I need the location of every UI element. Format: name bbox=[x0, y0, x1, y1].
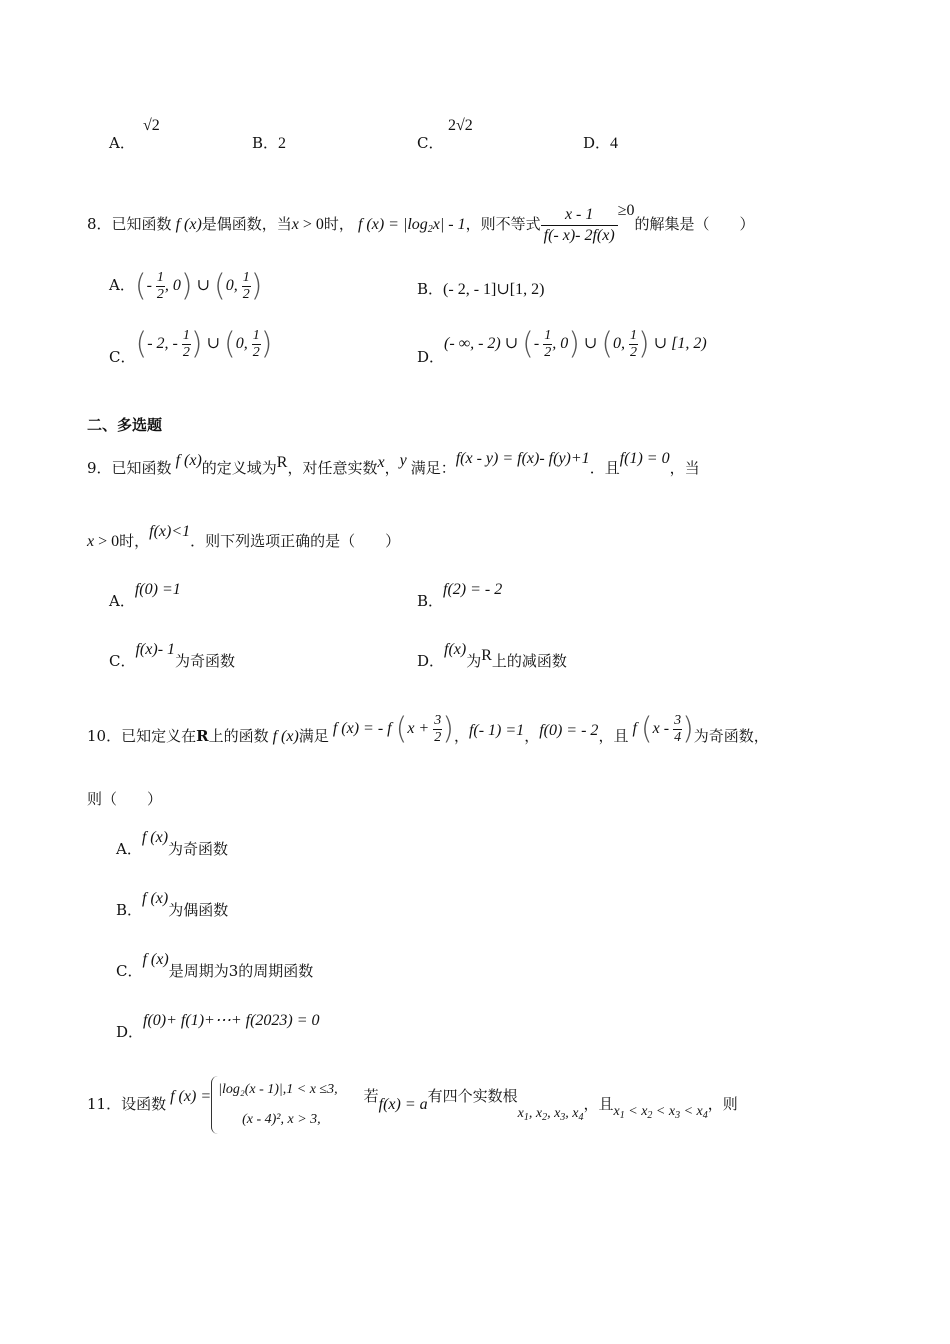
option-label: A． bbox=[116, 840, 142, 858]
stem-text: ，对任意实数 bbox=[287, 459, 378, 477]
section-title: 二、多选题 bbox=[87, 416, 163, 434]
q10-option-c: C．f (x)是周期为3的周期函数 bbox=[116, 951, 314, 980]
option-value: 为奇函数 bbox=[168, 840, 229, 858]
stem-text: 已知函数 bbox=[111, 215, 172, 233]
q10-stem-line1: 10．已知定义在R上的函数 f (x)满足 f (x) = - f (x + $\frac{3}{2}$ )，f(- 1) =1，f(0) = - 2，且 f (x - $\frac{3}{4}$ )为奇函数， bbox=[87, 711, 769, 747]
stem-text: 是偶函数，当 bbox=[201, 215, 292, 233]
option-label: B． bbox=[417, 592, 444, 610]
q7-option-b bbox=[252, 132, 286, 153]
option-label: B． bbox=[116, 901, 143, 919]
option-label: C． bbox=[109, 652, 136, 670]
q8-option-b bbox=[417, 278, 544, 299]
option-label: A． bbox=[109, 276, 135, 294]
condition: f(0) = - 2 bbox=[539, 722, 599, 739]
stem-text: 时， bbox=[119, 532, 150, 550]
q7-option-a bbox=[109, 132, 135, 153]
math-fx: f (x) bbox=[171, 216, 202, 233]
q7-option-c bbox=[417, 132, 443, 153]
symmetry-condition: f (x) = - f (x + $\frac{3}{2}$ ) bbox=[328, 711, 454, 747]
q9-stem-line2: x > 0时，f(x)<1．则下列选项正确的是（ ） bbox=[87, 523, 401, 550]
stem-text: ，且 bbox=[583, 1095, 614, 1113]
q10-option-b: B．f (x)为偶函数 bbox=[116, 890, 229, 919]
q10-stem-line2: 则（ ） bbox=[87, 790, 163, 808]
stem-text: 的解集是（ ） bbox=[634, 215, 755, 233]
stem-text: ，则不等式 bbox=[465, 215, 541, 233]
question-number: 11． bbox=[87, 1095, 122, 1113]
q8-stem: 8．已知函数 f (x)是偶函数，当x > 0时， f $(x) = |\log_2x| - 1$，则不等式 $\frac{x - 1}{f(- x)- 2f(x)}$ ≥0的解集是（ ） bbox=[87, 202, 755, 244]
math-geq0: ≥0 bbox=[617, 202, 635, 219]
stem-text: ．且 bbox=[589, 459, 620, 477]
roots-list: $x_1$, $x_2$, $x_3$, $x_4$ bbox=[517, 1106, 584, 1123]
inequality-fraction: $\frac{x - 1}{f(- x)- 2f(x)}$ bbox=[541, 205, 618, 246]
option-value: (- 2, - 1]∪[1, 2) bbox=[443, 281, 545, 298]
stem-text: 设函数 bbox=[121, 1095, 167, 1113]
q8-option-a: A．(- $\frac{1}{2}$ , 0) ∪ (0, $\frac{1}{2}$ ) bbox=[109, 268, 263, 304]
condition: f(1) = 0 bbox=[619, 450, 670, 467]
option-label: D． bbox=[116, 1023, 144, 1041]
stem-text: ，当 bbox=[669, 459, 700, 477]
option-label: C． bbox=[109, 348, 136, 366]
option-label: A． bbox=[109, 134, 135, 152]
q9-option-d: D．f(x)为R上的减函数 bbox=[417, 641, 567, 670]
option-value: 是周期为3的周期函数 bbox=[168, 962, 314, 980]
option-value: f(2) = - 2 bbox=[443, 581, 503, 598]
option-value: f(0) =1 bbox=[134, 581, 181, 598]
stem-text: 有四个实数根 bbox=[427, 1087, 518, 1105]
q8-option-c: C．(- 2, - $\frac{1}{2}$ ) ∪ (0, $\frac{1}{2}$ ) bbox=[109, 326, 273, 366]
math-x-gt-0: x bbox=[291, 216, 299, 233]
stem-text: 的定义域为 bbox=[201, 459, 277, 477]
stem-text: 上的函数 bbox=[208, 727, 269, 745]
q9-option-a bbox=[109, 570, 181, 621]
question-number: 8． bbox=[87, 215, 112, 233]
q8-option-d: D．(- ∞, - 2) ∪ (- $\frac{1}{2}$ , 0) ∪ (0, $\frac{1}{2}$ ) ∪ [1, 2) bbox=[417, 326, 707, 366]
question-number: 9． bbox=[87, 459, 112, 477]
functional-equation: f(x - y) = f(x)- f(y)+1 bbox=[455, 450, 590, 467]
stem-text: ， bbox=[384, 459, 400, 477]
q11-stem: 11．设函数 f (x) = |log₂(x - 1)|,1 < x ≤3, (x - 4)², x > 3, 若f(x) = a有四个实数根$x_1$, $x_2$, $x_3$, $x_4$，且$x_1 < x_2 < x_3 < x_4$，则 bbox=[87, 1066, 738, 1148]
stem-text: 为奇函数， bbox=[693, 727, 769, 745]
stem-text: ，则 bbox=[707, 1095, 738, 1113]
option-label: B． bbox=[417, 280, 444, 298]
q7-option-a-value: √2 bbox=[143, 117, 160, 134]
option-label: D． bbox=[417, 652, 445, 670]
option-label: C． bbox=[417, 134, 444, 152]
option-value: 4 bbox=[610, 135, 619, 152]
stem-text: 已知函数 bbox=[111, 459, 172, 477]
option-value: 2 bbox=[278, 135, 287, 152]
option-label: D． bbox=[583, 134, 611, 152]
option-value: 为奇函数 bbox=[175, 652, 236, 670]
condition: f(x)<1 bbox=[149, 523, 191, 540]
q9-stem-line1: 9．已知函数 f (x)的定义域为R，对任意实数x，y 满足：f(x - y) = f(x)- f(y)+1．且f(1) = 0，当 bbox=[87, 450, 700, 477]
stem-text: 若 bbox=[363, 1087, 379, 1105]
option-label: A． bbox=[109, 592, 135, 610]
question-number: 10． bbox=[87, 727, 122, 745]
piecewise-brace bbox=[211, 1076, 218, 1134]
q10-option-a: A．f (x)为奇函数 bbox=[116, 829, 229, 858]
roots-order: $x_1 < x_2 < x_3 < x_4$ bbox=[613, 1104, 708, 1121]
option-value: 为偶函数 bbox=[168, 901, 229, 919]
condition: f(- 1) =1 bbox=[468, 722, 525, 739]
option-label: B． bbox=[252, 134, 279, 152]
q7-option-c-value: 2√2 bbox=[448, 117, 473, 134]
q9-option-c: C．f(x)- 1为奇函数 bbox=[109, 641, 236, 670]
q10-option-d bbox=[116, 1001, 320, 1052]
piecewise-cases: |log₂(x - 1)|,1 < x ≤3, (x - 4)², x > 3, bbox=[218, 1082, 338, 1127]
math-fx-def: f $(x) = |\log_2x| - 1$ bbox=[353, 216, 466, 235]
q9-option-b bbox=[417, 570, 502, 621]
q7-option-d bbox=[583, 132, 618, 153]
equation: f(x) = a bbox=[378, 1096, 428, 1113]
shifted-function: f (x - $\frac{3}{4}$ ) bbox=[628, 711, 694, 747]
stem-text: 满足 bbox=[298, 727, 329, 745]
option-label: C． bbox=[116, 962, 143, 980]
option-value: f(0)+ f(1)+⋯+ f(2023) = 0 bbox=[143, 1012, 320, 1029]
stem-text: 时， bbox=[323, 215, 354, 233]
stem-text: ．则下列选项正确的是（ ） bbox=[190, 532, 401, 550]
stem-text: 已知定义在 bbox=[121, 727, 197, 745]
stem-text: 满足： bbox=[410, 459, 456, 477]
option-label: D． bbox=[417, 348, 445, 366]
